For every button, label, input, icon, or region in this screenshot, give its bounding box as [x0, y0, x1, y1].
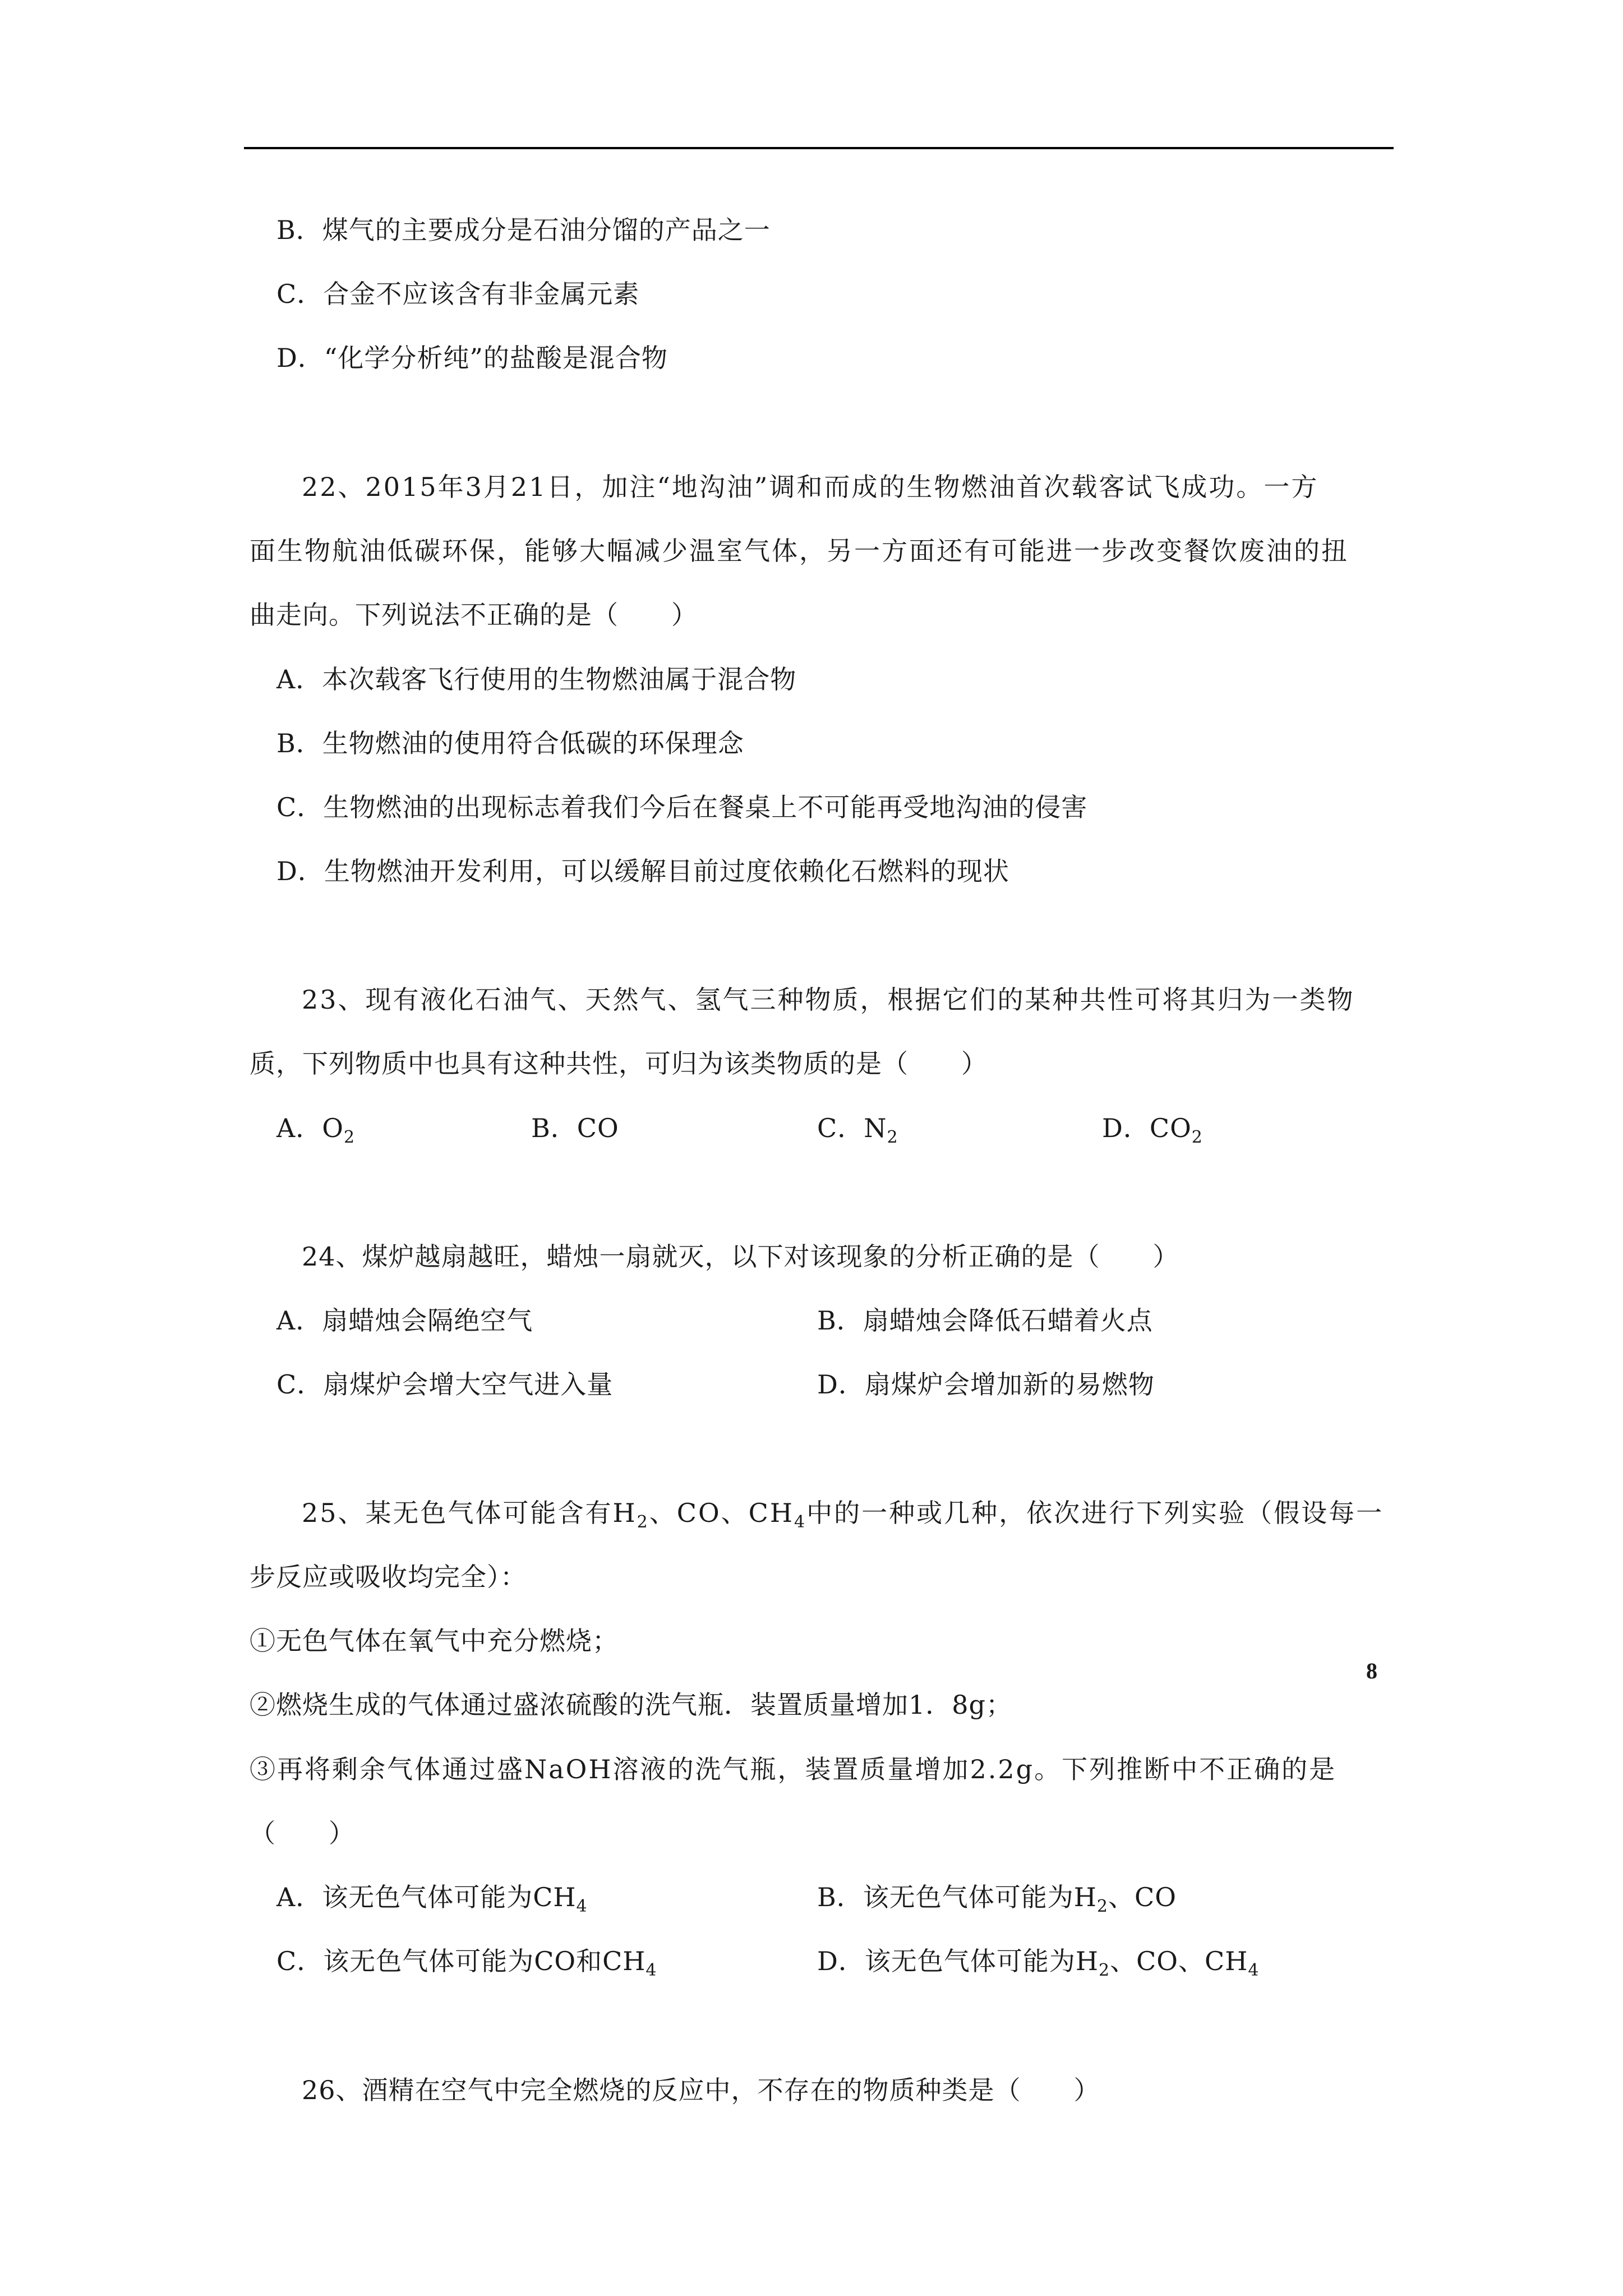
- q22-option-c: C．生物燃油的出现标志着我们今后在餐桌上不可能再受地沟油的侵害: [276, 792, 1088, 822]
- q22-stem-line1: 22、2015年3月21日，加注“地沟油”调和而成的生物燃油首次载客试飞成功。一方: [302, 472, 1319, 502]
- q25-step-2: ②燃烧生成的气体通过盛浓硫酸的洗气瓶．装置质量增加1．8g；: [250, 1690, 1012, 1720]
- q21-option-d: D．“化学分析纯”的盐酸是混合物: [276, 343, 668, 373]
- header-rule: [244, 147, 1394, 149]
- q24-option-d: D．扇煤炉会增加新的易燃物: [817, 1369, 1155, 1400]
- q23-option-a: A．$O_2$: [276, 1113, 356, 1147]
- q25-option-a: A．该无色气体可能为$CH_4$: [276, 1882, 588, 1916]
- q25-answer-paren: （ ）: [250, 1818, 355, 1848]
- q22-option-b: B．生物燃油的使用符合低碳的环保理念: [276, 728, 744, 758]
- q25-step-1: ①无色气体在氧气中充分燃烧；: [250, 1626, 619, 1656]
- q23-option-d: D．$CO_2$: [1102, 1113, 1203, 1147]
- q25-stem-line2: 步反应或吸收均完全）：: [250, 1562, 527, 1592]
- q22-option-a: A．本次载客飞行使用的生物燃油属于混合物: [276, 664, 797, 694]
- q22-stem-line2: 面生物航油低碳环保，能够大幅减少温室气体，另一方面还有可能进一步改变餐饮废油的扭: [250, 536, 1349, 566]
- q22-option-d: D．生物燃油开发利用，可以缓解目前过度依赖化石燃料的现状: [276, 856, 1009, 886]
- q24-option-c: C．扇煤炉会增大空气进入量: [276, 1369, 614, 1400]
- q25-option-c: C．该无色气体可能为CO和$CH_4$: [276, 1946, 657, 1980]
- q23-option-c: C．$N_2$: [817, 1113, 898, 1147]
- q25-option-b: B．该无色气体可能为$H_2$、CO: [817, 1882, 1177, 1916]
- q25-option-d: D．该无色气体可能为$H_2$、CO、$CH_4$: [817, 1946, 1260, 1980]
- q21-option-b: B．煤气的主要成分是石油分馏的产品之一: [276, 215, 771, 245]
- q24-option-b: B．扇蜡烛会降低石蜡着火点: [817, 1305, 1153, 1336]
- q21-option-c: C．合金不应该含有非金属元素: [276, 279, 640, 309]
- q26-stem: 26、酒精在空气中完全燃烧的反应中，不存在的物质种类是（ ）: [302, 2075, 1100, 2105]
- q25-stem-line1: 25、某无色气体可能含有$H_2$、CO、$CH_4$中的一种或几种，依次进行下列实验（假设每一: [302, 1498, 1384, 1532]
- page-number: 8: [1366, 1658, 1377, 1683]
- q23-stem-line2: 质，下列物质中也具有这种共性，可归为该类物质的是（ ）: [250, 1048, 988, 1079]
- q25-step-3: ③再将剩余气体通过盛NaOH溶液的洗气瓶，装置质量增加2.2g。下列推断中不正确的是: [250, 1754, 1337, 1784]
- q24-stem: 24、煤炉越扇越旺，蜡烛一扇就灭，以下对该现象的分析正确的是（ ）: [302, 1241, 1179, 1272]
- q23-option-b: B．CO: [531, 1113, 619, 1143]
- q22-stem-line3: 曲走向。下列说法不正确的是（ ）: [250, 600, 698, 630]
- q23-stem-line1: 23、现有液化石油气、天然气、氢气三种物质，根据它们的某种共性可将其归为一类物: [302, 984, 1355, 1015]
- q24-option-a: A．扇蜡烛会隔绝空气: [276, 1305, 533, 1336]
